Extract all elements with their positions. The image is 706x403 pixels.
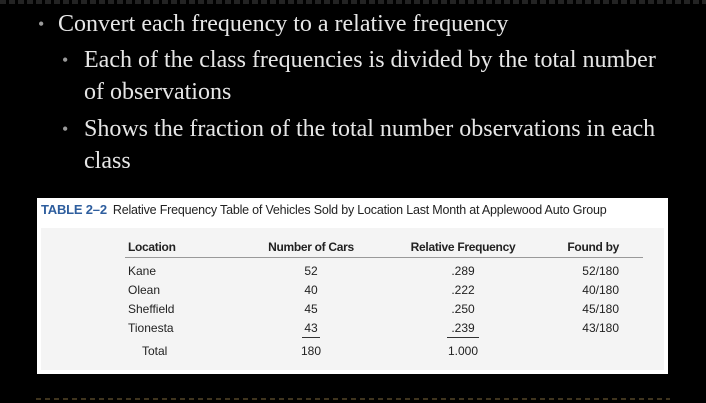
total-cars: 180 — [300, 344, 322, 358]
sum-underline-cars — [302, 337, 320, 338]
cell-found-by: 43/180 — [582, 321, 619, 335]
header-location: Location — [128, 240, 176, 254]
cell-location: Sheffield — [128, 302, 175, 316]
cell-found-by: 52/180 — [582, 264, 619, 278]
bullet-dot-icon: • — [62, 50, 69, 70]
cell-found-by: 45/180 — [582, 302, 619, 316]
sum-underline-relative — [447, 337, 479, 338]
top-divider — [0, 0, 706, 4]
bullet-main: Convert each frequency to a relative frequency — [58, 11, 509, 37]
total-relative-frequency: 1.000 — [447, 344, 479, 358]
total-label: Total — [142, 344, 168, 358]
cell-found-by: 40/180 — [582, 283, 619, 297]
cell-cars: 40 — [304, 283, 318, 297]
bullet-dot-icon: • — [38, 14, 45, 34]
bullet-dot-icon: • — [62, 119, 69, 139]
bullet-sub-2: Shows the fraction of the total number observations in each class — [84, 116, 656, 174]
frequency-table — [41, 228, 664, 370]
cell-cars: 45 — [304, 302, 318, 316]
cell-location: Tionesta — [128, 321, 174, 335]
bottom-divider — [36, 398, 670, 400]
cell-location: Olean — [128, 283, 161, 297]
cell-relative-frequency: .289 — [451, 264, 475, 278]
cell-relative-frequency: .239 — [451, 321, 475, 335]
cell-location: Kane — [128, 264, 157, 278]
cell-cars: 43 — [304, 321, 318, 335]
table-number: TABLE 2–2 — [41, 202, 107, 217]
table-title: Relative Frequency Table of Vehicles Sold by Location Last Month at Applewood Auto Group — [112, 203, 607, 217]
table-figure — [37, 198, 668, 374]
cell-relative-frequency: .250 — [451, 302, 475, 316]
header-relative-frequency: Relative Frequency — [410, 240, 516, 254]
header-found-by: Found by — [567, 240, 619, 254]
bullet-sub-1: Each of the class frequencies is divided by the total number of observations — [84, 47, 656, 105]
header-rule — [125, 257, 643, 258]
cell-cars: 52 — [304, 264, 318, 278]
header-number-of-cars: Number of Cars — [268, 240, 354, 254]
cell-relative-frequency: .222 — [451, 283, 475, 297]
table-caption — [41, 202, 606, 218]
